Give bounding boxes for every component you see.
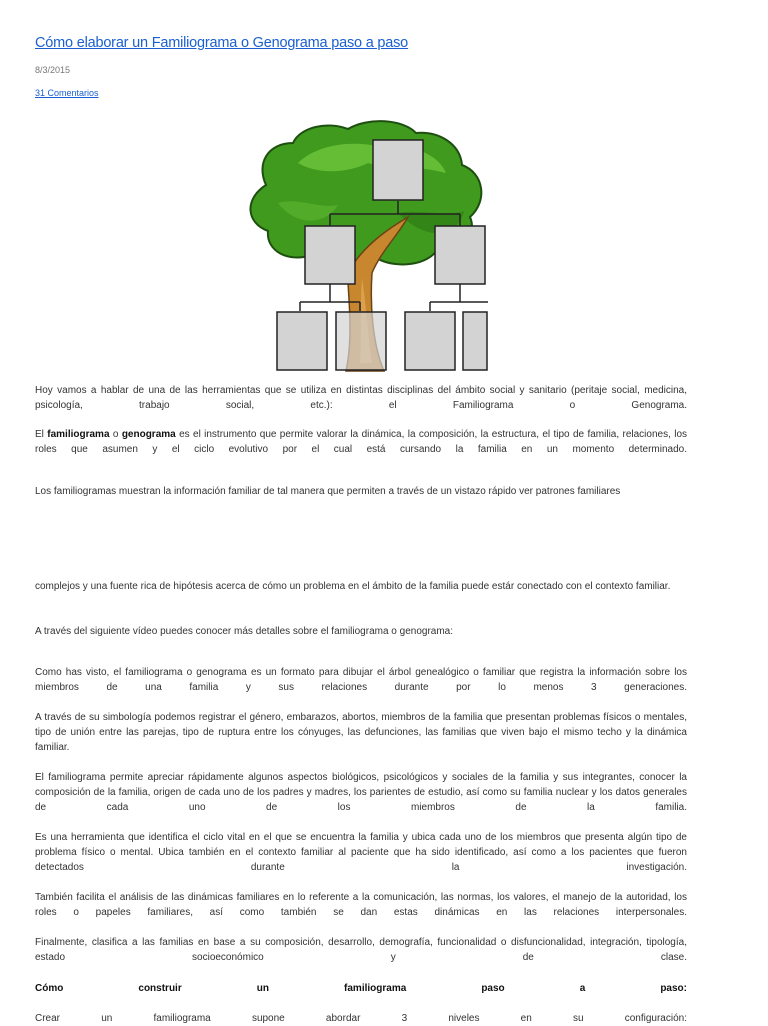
paragraph-patterns: Los familiogramas muestran la información familiar de tal manera que permiten a través de un vistazo rápido ver patrones familiares: [35, 486, 621, 497]
paragraph-intro: Hoy vamos a hablar de una de las herramientas que se utiliza en distintas disciplinas del ámbito social y sanitario (peritaje social, medicina, psicología, trabajo social, etc.): el Familiograma o Genograma.: [35, 385, 687, 411]
bold-term-familiograma: familiograma: [47, 429, 110, 440]
article-title-link[interactable]: Cómo elaborar un Familiograma o Genograma paso a paso: [35, 35, 409, 51]
paragraph-aspects: El familiograma permite apreciar rápidamente algunos aspectos biológicos, psicológicos y sociales de la familia y sus integrantes, conocer la composición de la familia, origen de cada uno de los padres y madres, los parientes de estudio, así como su familia nuclear y los datos generales de cada uno de los miembros de la familia.: [35, 772, 687, 813]
paragraph-dynamics: También facilita el análisis de las dinámicas familiares en lo referente a la comunicación, las normas, los valores, el manejo de la autoridad, los roles o papeles familiares, así como también se dan estas dinámicas en las relaciones interpersonales.: [35, 892, 687, 918]
paragraph-life-cycle: Es una herramienta que identifica el ciclo vital en el que se encuentra la familia y ubica cada uno de los miembros que presenta algún tipo de problema físico o mental. Ubica también en el contexto familiar al paciente que ha sido identificado, así como a los pacientes que fueron detectados durante la investigación.: [35, 832, 687, 873]
genogram-tree-illustration: [238, 113, 488, 378]
text-span: o: [109, 429, 122, 440]
bold-term-genograma: genograma: [121, 429, 176, 440]
paragraph-definition: [35, 427, 687, 457]
article-date: 8/3/2015: [35, 65, 71, 75]
comments-link[interactable]: 31 Comentarios: [35, 88, 99, 98]
paragraph-classification: Finalmente, clasifica a las familias en base a su composición, desarrollo, demografía, funcionalidad o disfuncionalidad, integración, tipología, estado socioeconómico y de clase.: [35, 937, 687, 963]
paragraph-video-intro: A través del siguiente vídeo puedes conocer más detalles sobre el familiograma o genograma:: [35, 626, 454, 637]
paragraph-format: Como has visto, el familiograma o genograma es un formato para dibujar el árbol genealógico o familiar que registra la información sobre los miembros de una familia y sus relaciones durante por lo menos 3 generaciones.: [35, 667, 687, 693]
text-span: El: [35, 429, 48, 440]
section-heading: Cómo construir un familiograma paso a paso:: [35, 983, 687, 994]
paragraph-levels: Crear un familiograma supone abordar 3 niveles en su configuración:: [35, 1013, 687, 1024]
text-span: es el instrumento que permite valorar la dinámica, la composición, la estructura, el tipo de familia, relaciones, los roles que asumen y el ciclo evolutivo por el cual está cursando la familia en un momento determinado.: [35, 429, 688, 455]
paragraph-hypothesis: complejos y una fuente rica de hipótesis acerca de cómo un problema en el ámbito de la familia puede estár conectado con el contexto familiar.: [35, 581, 671, 592]
paragraph-symbology: A través de su simbología podemos registrar el género, embarazos, abortos, miembros de la familia que presentan problemas físicos o mentales, tipo de unión entre las parejas, tipo de ruptura entre los cónyuges, las defunciones, las familias que viven bajo el mismo techo y la dinámica familiar.: [35, 712, 687, 753]
